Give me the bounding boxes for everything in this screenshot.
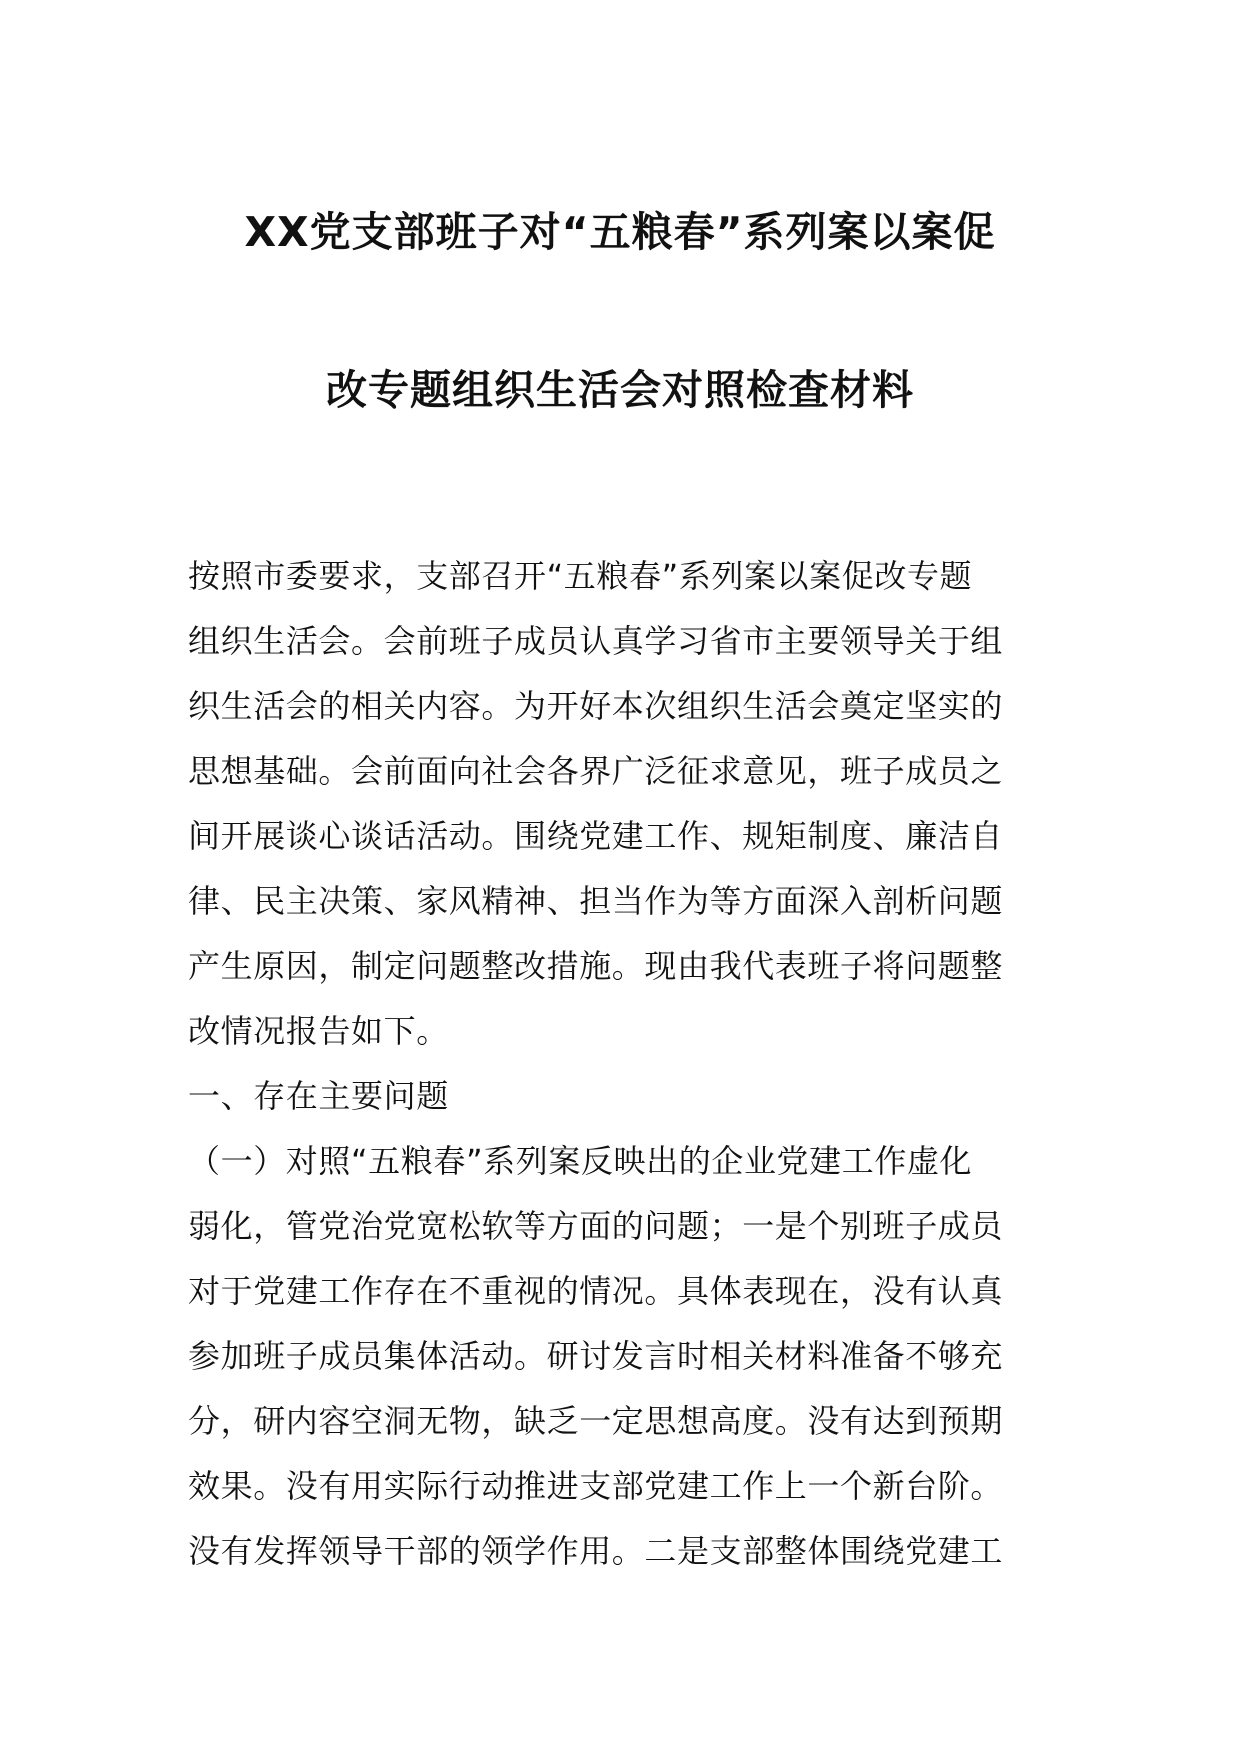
body-line: 效果。没有用实际行动推进支部党建工作上一个新台阶。 <box>188 1467 1004 1505</box>
body-line: 弱化，管党治党宽松软等方面的问题；一是个别班子成员 <box>188 1207 1004 1245</box>
body-line: 按照市委要求，支部召开“五粮春”系列案以案促改专题 <box>188 557 973 595</box>
body-line: 律、民主决策、家风精神、担当作为等方面深入剖析问题 <box>188 882 1004 920</box>
body-line: 没有发挥领导干部的领学作用。二是支部整体围绕党建工 <box>188 1532 1004 1570</box>
document-body <box>188 544 1054 1584</box>
section-heading: 一、存在主要问题 <box>188 1077 449 1115</box>
body-line: （一）对照“五粮春”系列案反映出的企业党建工作虚化 <box>188 1142 973 1180</box>
body-line: 组织生活会。会前班子成员认真学习省市主要领导关于组 <box>188 622 1004 660</box>
body-line: 参加班子成员集体活动。研讨发言时相关材料准备不够充 <box>188 1337 1004 1375</box>
body-line: 改情况报告如下。 <box>188 1012 449 1050</box>
body-line: 分，研内容空洞无物，缺乏一定思想高度。没有达到预期 <box>188 1402 1004 1440</box>
document-title-line-2: 改专题组织生活会对照检查材料 <box>326 366 914 414</box>
body-line: 间开展谈心谈话活动。围绕党建工作、规矩制度、廉洁自 <box>188 817 1004 855</box>
body-line: 织生活会的相关内容。为开好本次组织生活会奠定坚实的 <box>188 687 1004 725</box>
document-title-line-1: XX党支部班子对“五粮春”系列案以案促 <box>244 208 996 256</box>
body-line: 思想基础。会前面向社会各界广泛征求意见，班子成员之 <box>188 752 1004 790</box>
body-line: 对于党建工作存在不重视的情况。具体表现在，没有认真 <box>188 1272 1004 1310</box>
body-line: 产生原因，制定问题整改措施。现由我代表班子将问题整 <box>188 947 1004 985</box>
